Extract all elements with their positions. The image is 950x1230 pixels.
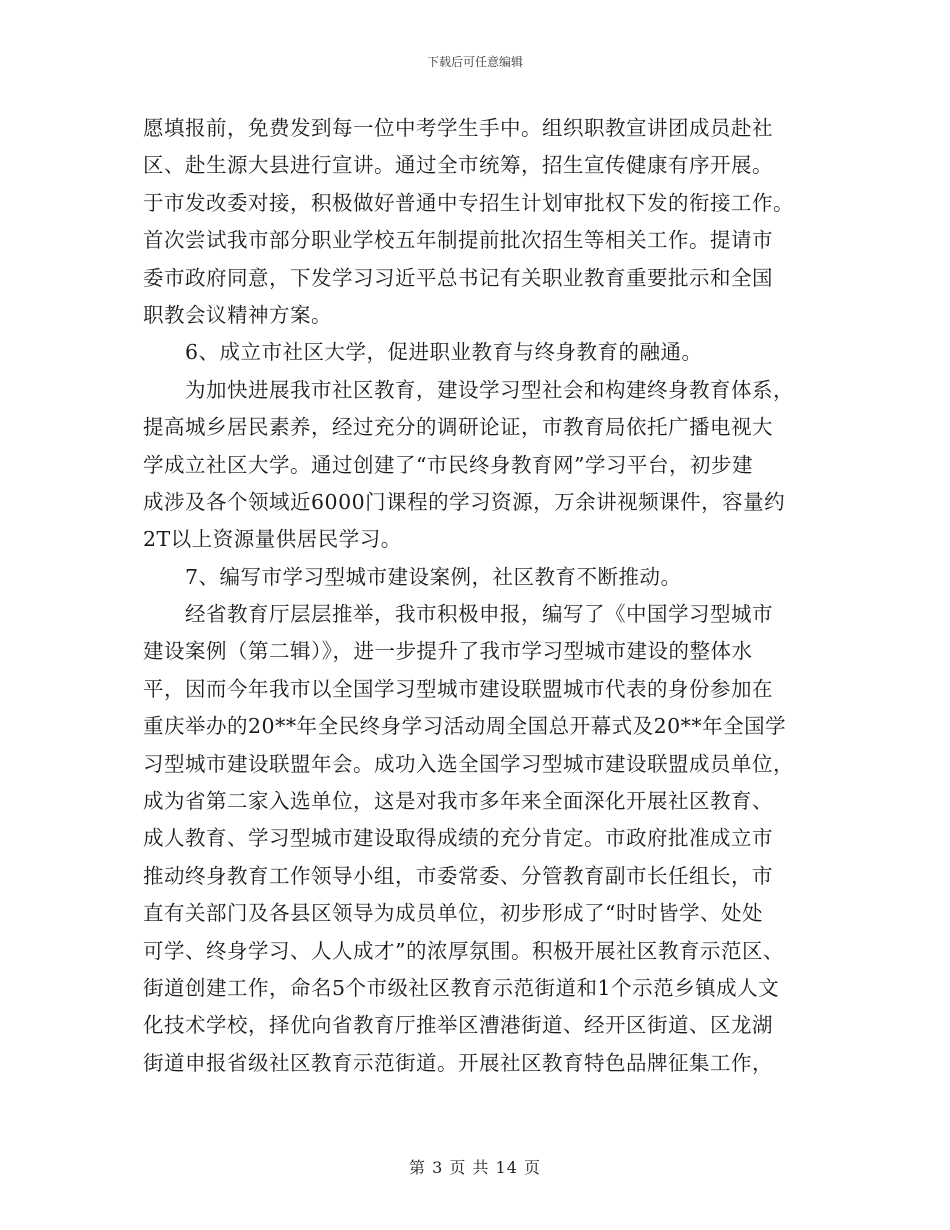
text-line: 化技术学校，择优向省教育厅推举区漕港街道、经开区街道、区龙湖 <box>143 1013 773 1038</box>
text-line: 直有关部门及各县区领导为成员单位，初步形成了“时时皆学、处处 <box>143 901 763 926</box>
text-line: 成为省第二家入选单位，这是对我市多年来全面深化开展社区教育、 <box>143 789 773 814</box>
text-line: 于市发改委对接，积极做好普通中专招生计划审批权下发的衔接工作。 <box>143 190 794 215</box>
text-line: 经省教育厅层层推举，我市积极申报，编写了《中国学习型城市 <box>185 602 773 627</box>
document-body <box>143 110 813 1082</box>
text-line: 可学、终身学习、人人成才”的浓厚氛围。积极开展社区教育示范区、 <box>143 938 784 963</box>
text-line: 职教会议精神方案。 <box>143 302 332 327</box>
section-heading: 6、成立市社区大学，促进职业教育与终身教育的融通。 <box>185 340 703 365</box>
text-line: 街道创建工作，命名5个市级社区教育示范街道和1个示范乡镇成人文 <box>143 975 780 1000</box>
text-line: 建设案例（第二辑）》，进一步提升了我市学习型城市建设的整体水 <box>143 639 753 664</box>
text-line: 2T以上资源量供居民学习。 <box>143 527 402 552</box>
text-line: 成涉及各个领域近6000门课程的学习资源，万余讲视频课件，容量约 <box>143 489 786 514</box>
text-line: 成人教育、学习型城市建设取得成绩的充分肯定。市政府批准成立市 <box>143 826 773 851</box>
text-line: 习型城市建设联盟年会。成功入选全国学习型城市建设联盟成员单位， <box>143 751 794 776</box>
text-line: 委市政府同意，下发学习习近平总书记有关职业教育重要批示和全国 <box>143 265 773 290</box>
text-line: 街道申报省级社区教育示范街道。开展社区教育特色品牌征集工作， <box>143 1050 773 1075</box>
text-line: 学成立社区大学。通过创建了“市民终身教育网”学习平台，初步建 <box>143 452 753 477</box>
section-heading: 7、编写市学习型城市建设案例，社区教育不断推动。 <box>185 564 682 589</box>
text-line: 为加快进展我市社区教育，建设学习型社会和构建终身教育体系， <box>185 377 794 402</box>
text-line: 重庆举办的20**年全民终身学习活动周全国总开幕式及20**年全国学 <box>143 714 787 739</box>
text-line: 平，因而今年我市以全国学习型城市建设联盟城市代表的身份参加在 <box>143 676 773 701</box>
page-number-footer: 第 3 页 共 14 页 <box>409 1158 541 1177</box>
text-line: 首次尝试我市部分职业学校五年制提前批次招生等相关工作。提请市 <box>143 228 773 253</box>
text-line: 区、赴生源大县进行宣讲。通过全市统筹，招生宣传健康有序开展。 <box>143 153 773 178</box>
text-line: 提高城乡居民素养，经过充分的调研论证，市教育局依托广播电视大 <box>143 415 773 440</box>
text-line: 推动终身教育工作领导小组，市委常委、分管教育副市长任组长，市 <box>143 863 773 888</box>
page-header: 下载后可任意编辑 <box>426 55 523 69</box>
text-line: 愿填报前，免费发到每一位中考学生手中。组织职教宣讲团成员赴社 <box>143 116 773 140</box>
